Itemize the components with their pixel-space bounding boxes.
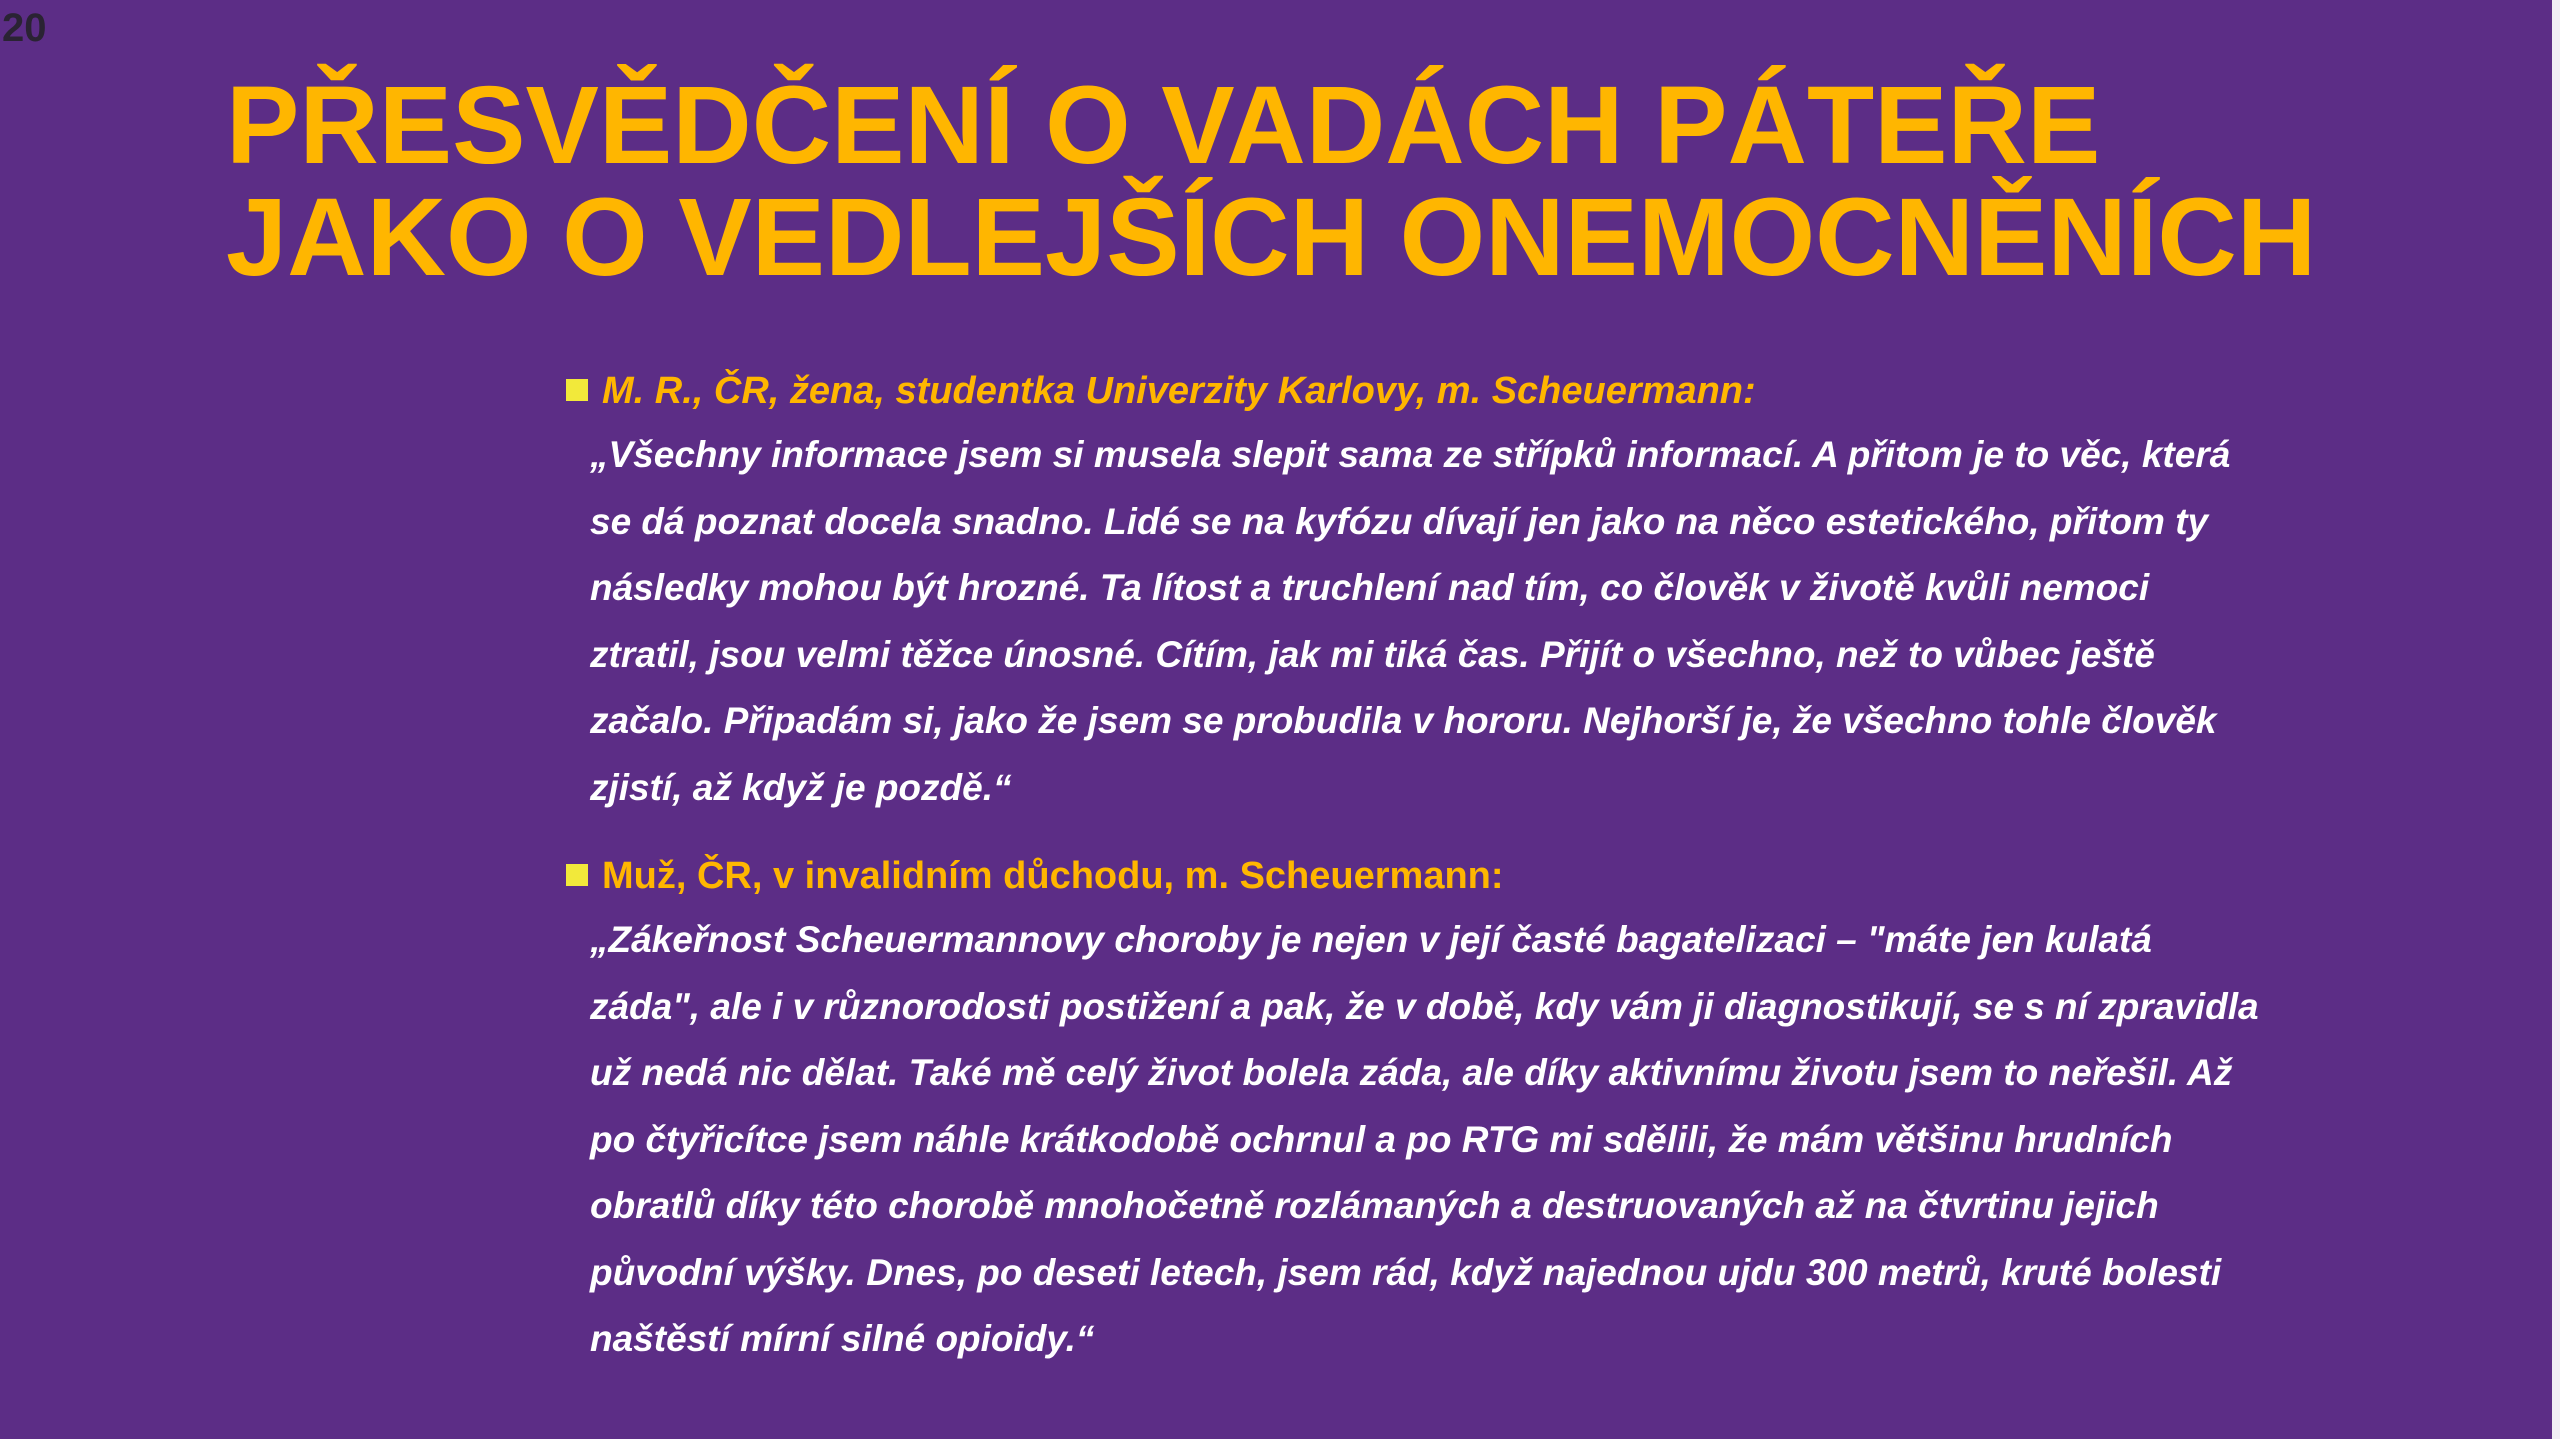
slide-title-line-1: PŘESVĚDČENÍ O VADÁCH PÁTEŘE [226, 64, 2101, 187]
testimonial-quote [590, 907, 2350, 1373]
quote-line: se dá poznat docela snadno. Lidé se na kyfózu dívají jen jako na něco estetického, přitom ty [590, 500, 2209, 542]
page-number: 20 [2, 6, 47, 50]
slide-title [226, 64, 2526, 299]
quote-line: po čtyřicítce jsem náhle krátkodobě ochrnul a po RTG mi sdělili, že mám většinu hrudních [590, 1118, 2173, 1160]
quote-line: původní výšky. Dnes, po deseti letech, jsem rád, když najednou ujdu 300 metrů, kruté bolesti [590, 1251, 2222, 1293]
testimonial-list [560, 360, 2350, 1373]
quote-line: „Všechny informace jsem si musela slepit sama ze střípků informací. A přitom je to věc, která [590, 434, 2231, 475]
slide-title-line-2: JAKO O VEDLEJŠÍCH ONEMOCNĚNÍCH [226, 176, 2317, 299]
quote-line: obratlů díky této chorobě mnohočetně rozlámaných a destruovaných až na čtvrtinu jejich [590, 1185, 2159, 1226]
quote-line: naštěstí mírní silné opioidy.“ [590, 1318, 1095, 1359]
square-bullet-icon [566, 864, 588, 886]
quote-line: už nedá nic dělat. Také mě celý život bolela záda, ale díky aktivnímu životu jsem to neřešil. Až [590, 1052, 2233, 1093]
quote-line: následky mohou být hrozné. Ta lítost a truchlení nad tím, co člověk v životě kvůli nemoci [590, 567, 2150, 608]
testimonial-quote [590, 422, 2350, 821]
quote-line: zjistí, až když je pozdě.“ [590, 766, 1012, 808]
quote-line: „Zákeřnost Scheuermannovy choroby je nejen v její časté bagatelizaci – "máte jen kulatá [590, 919, 2152, 960]
testimonial-item [560, 360, 2350, 821]
quote-line: ztratil, jsou velmi těžce únosné. Cítím, jak mi tiká čas. Přijít o všechno, než to vůbec ještě [590, 633, 2155, 675]
testimonial-item [560, 845, 2350, 1373]
slide-edge [2552, 0, 2560, 1439]
quote-line: záda", ale i v různorodosti postižení a pak, že v době, kdy vám ji diagnostikují, se s ní zpravidla [590, 985, 2259, 1027]
square-bullet-icon [566, 379, 588, 401]
testimonial-author: Muž, ČR, v invalidním důchodu, m. Scheuermann: [602, 855, 1504, 897]
testimonial-author: M. R., ČR, žena, studentka Univerzity Karlovy, m. Scheuermann: [602, 370, 1756, 412]
quote-line: začalo. Připadám si, jako že jsem se probudila v hororu. Nejhorší je, že všechno tohle člověk [590, 700, 2217, 741]
